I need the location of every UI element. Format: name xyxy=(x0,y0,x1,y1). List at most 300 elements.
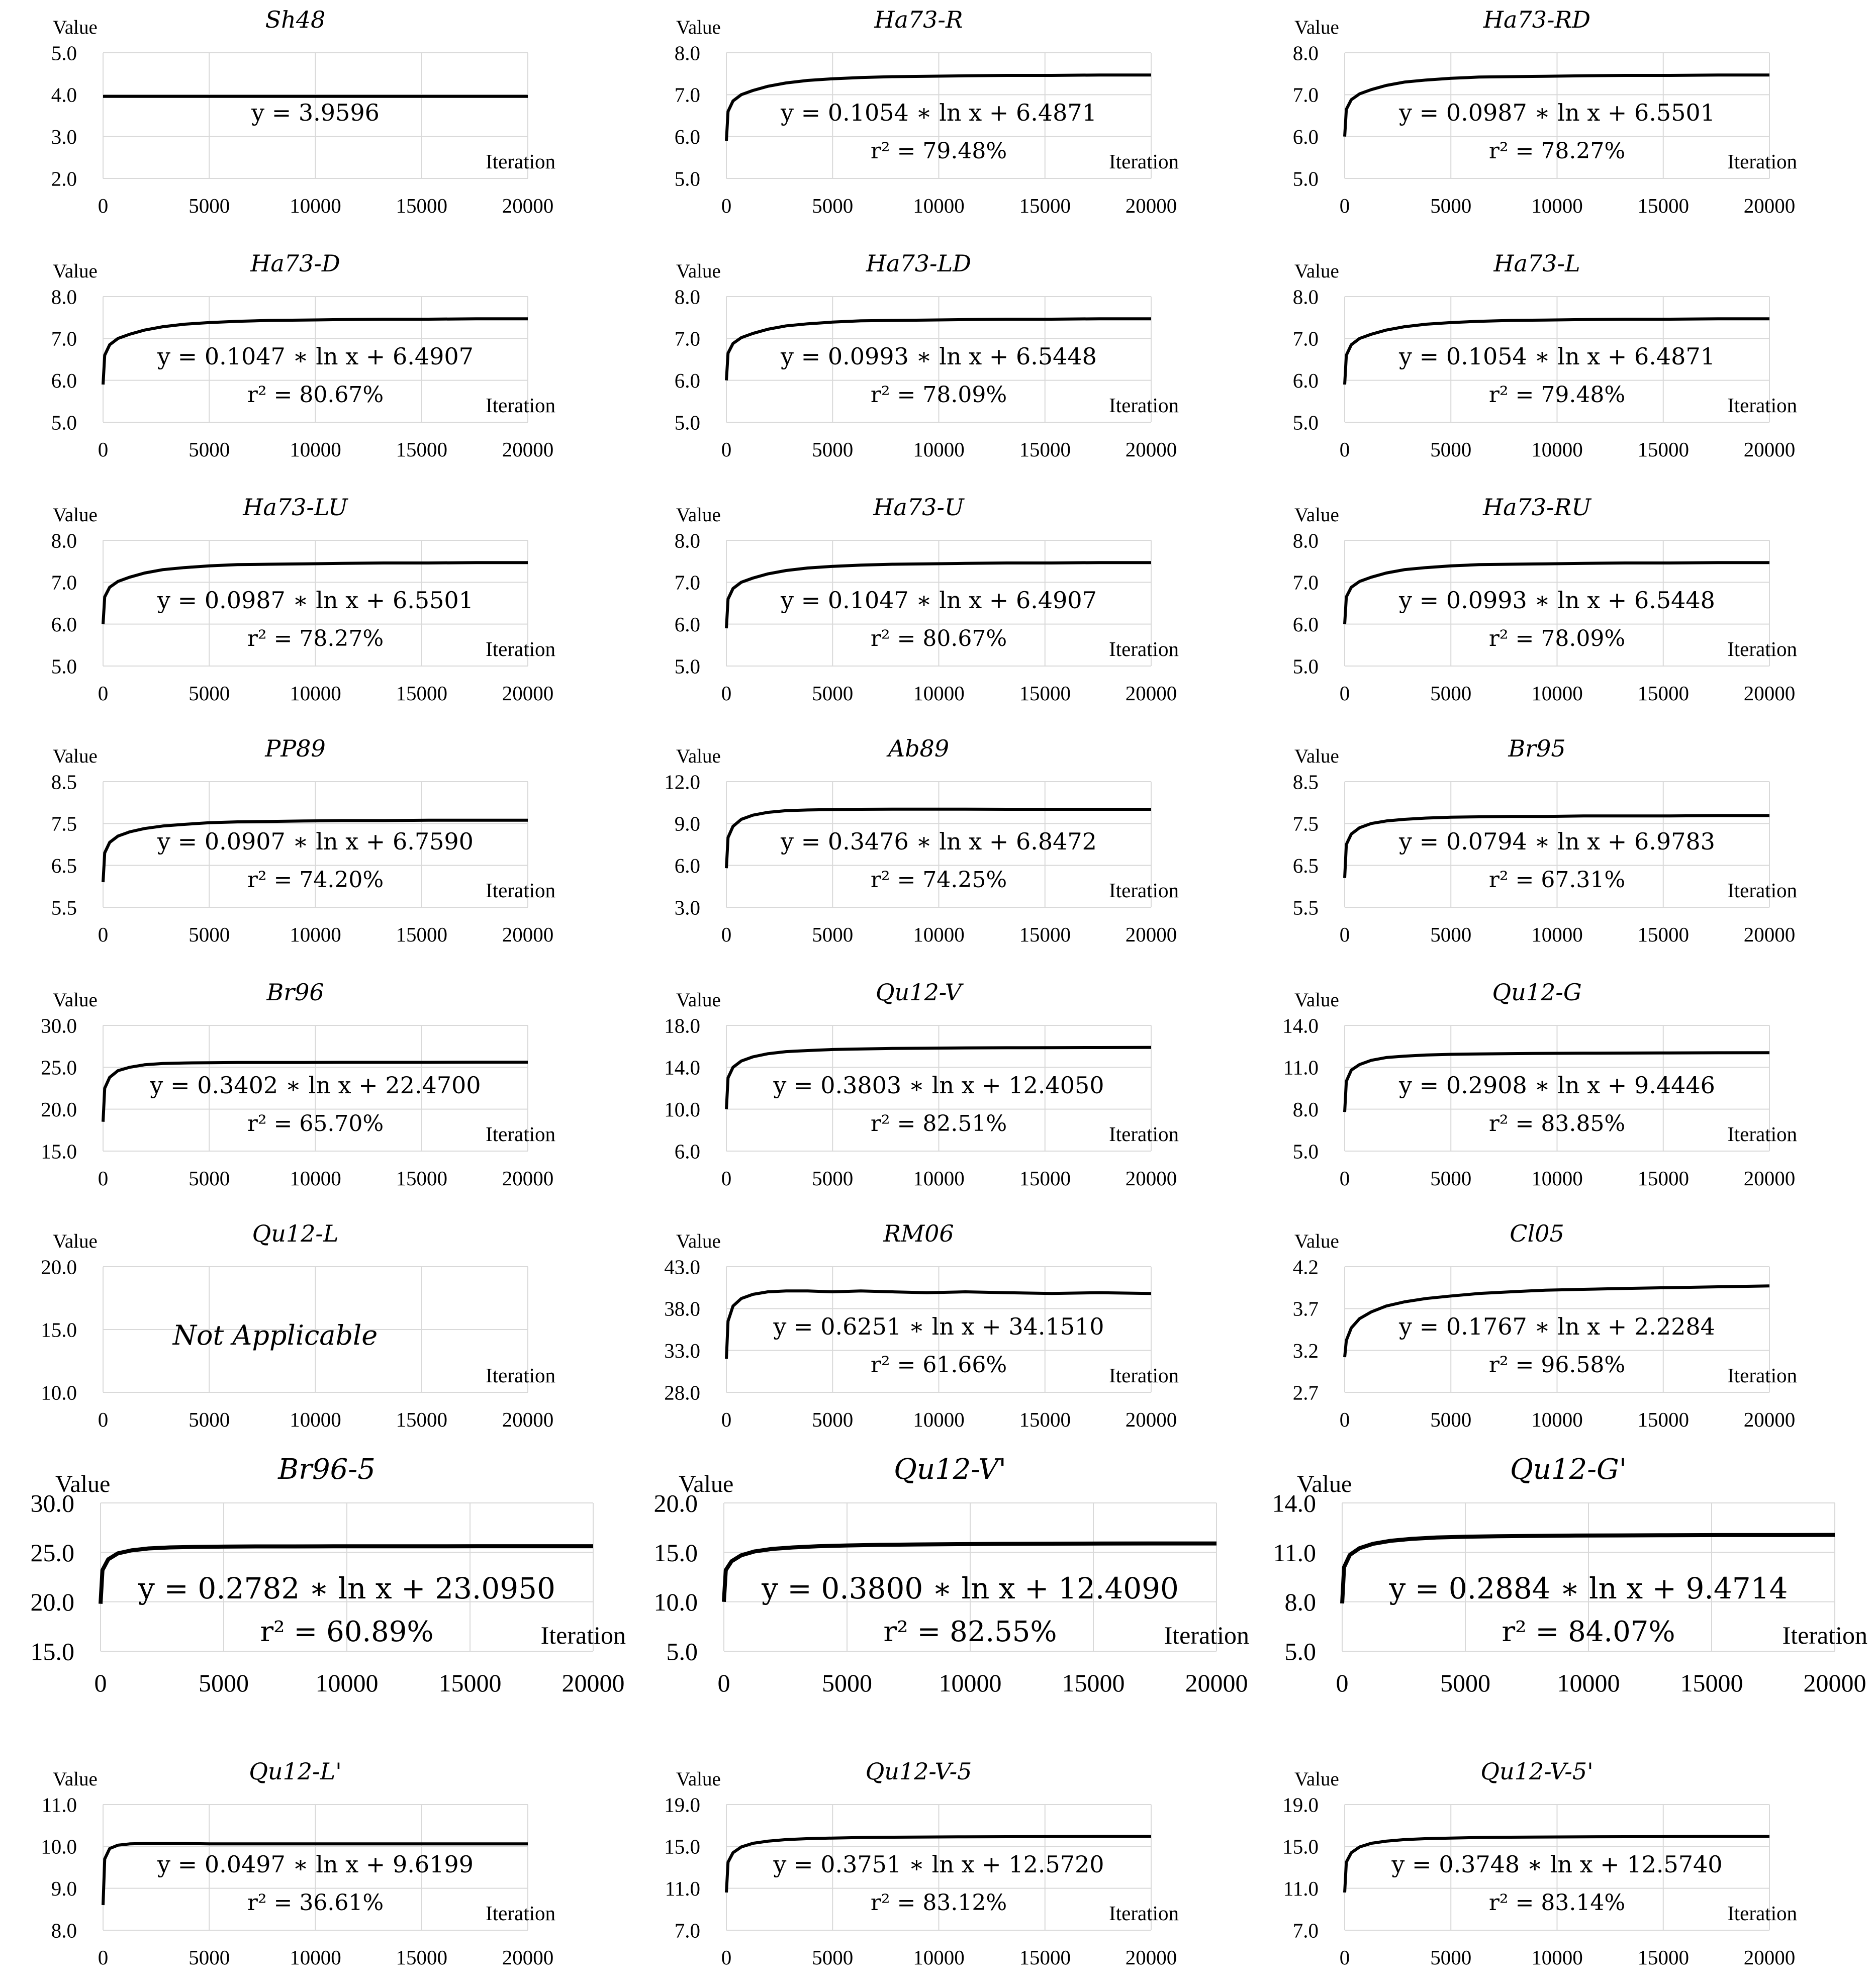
fit-equation: y = 3.9596 xyxy=(251,99,380,126)
y-tick-label: 5.0 xyxy=(674,167,700,191)
x-tick-label: 0 xyxy=(721,682,732,705)
y-tick-label: 14.0 xyxy=(1282,1014,1319,1037)
chart-svg xyxy=(0,1214,628,1450)
x-tick-label: 5000 xyxy=(189,1946,230,1969)
x-tick-label: 20000 xyxy=(1125,923,1177,946)
y-tick-label: 5.0 xyxy=(1292,411,1319,434)
y-tick-label: 6.5 xyxy=(51,854,77,878)
r-squared: r² = 65.70% xyxy=(247,1111,384,1137)
x-tick-label: 20000 xyxy=(1125,1408,1177,1431)
r-squared: r² = 74.20% xyxy=(247,867,384,893)
x-axis-label: Iteration xyxy=(486,879,555,902)
x-tick-label: 5000 xyxy=(812,438,854,461)
fit-equation: y = 0.1054 ∗ ln x + 6.4871 xyxy=(781,99,1097,126)
chart-title: Qu12-V xyxy=(875,979,962,1006)
x-tick-label: 15000 xyxy=(1637,1167,1689,1190)
y-tick-label: 6.0 xyxy=(1292,613,1319,636)
x-tick-label: 0 xyxy=(1339,1946,1350,1969)
chart-panel xyxy=(1242,0,1870,236)
x-tick-label: 0 xyxy=(98,1408,109,1431)
x-axis-label: Iteration xyxy=(1109,1902,1179,1925)
fit-equation: y = 0.3748 ∗ ln x + 12.5740 xyxy=(1391,1851,1723,1878)
y-tick-label: 10.0 xyxy=(41,1381,77,1404)
chart-svg xyxy=(623,0,1252,236)
chart-title: Ha73-RD xyxy=(1483,6,1591,33)
y-tick-label: 8.0 xyxy=(674,529,700,552)
y-axis-label: Value xyxy=(53,745,98,767)
fit-equation: y = 0.1054 ∗ ln x + 6.4871 xyxy=(1399,343,1715,370)
chart-panel xyxy=(1242,1752,1870,1988)
x-tick-label: 15000 xyxy=(396,682,447,705)
chart-panel xyxy=(623,1752,1252,1988)
chart-title: Qu12-V' xyxy=(894,1453,1006,1486)
chart-svg xyxy=(623,244,1252,480)
y-tick-label: 8.0 xyxy=(1292,529,1319,552)
chart-panel xyxy=(623,1448,1252,1749)
fit-equation: y = 0.6251 ∗ ln x + 34.1510 xyxy=(773,1313,1104,1340)
x-tick-label: 0 xyxy=(98,923,109,946)
chart-panel xyxy=(1242,1448,1870,1749)
x-tick-label: 0 xyxy=(721,194,732,217)
y-tick-label: 8.0 xyxy=(51,285,77,309)
chart-svg xyxy=(623,729,1252,965)
r-squared: r² = 79.48% xyxy=(1488,382,1626,408)
x-tick-label: 10000 xyxy=(1531,682,1583,705)
chart-title: Sh48 xyxy=(265,6,326,33)
y-tick-label: 6.0 xyxy=(674,1140,700,1163)
y-tick-label: 5.0 xyxy=(51,654,77,678)
x-tick-label: 10000 xyxy=(1531,1167,1583,1190)
chart-title: Qu12-G' xyxy=(1510,1453,1627,1486)
y-tick-label: 38.0 xyxy=(664,1297,700,1320)
x-tick-label: 10000 xyxy=(290,923,341,946)
x-tick-label: 20000 xyxy=(502,682,554,705)
y-tick-label: 11.0 xyxy=(41,1793,77,1817)
y-tick-label: 6.0 xyxy=(1292,369,1319,393)
y-tick-label: 5.0 xyxy=(674,411,700,434)
chart-panel xyxy=(0,1214,628,1450)
x-tick-label: 20000 xyxy=(1743,1167,1796,1190)
chart-svg xyxy=(1242,1448,1870,1749)
chart-svg xyxy=(623,1214,1252,1450)
chart-title: Br95 xyxy=(1508,735,1566,762)
chart-title: Ha73-R xyxy=(874,6,963,33)
y-tick-label: 6.0 xyxy=(674,854,700,878)
r-squared: r² = 78.09% xyxy=(1488,626,1626,651)
x-tick-label: 5000 xyxy=(812,1408,854,1431)
r-squared: r² = 78.27% xyxy=(247,626,384,651)
y-tick-label: 9.0 xyxy=(674,812,700,835)
y-tick-label: 15.0 xyxy=(30,1637,74,1666)
r-squared: r² = 80.67% xyxy=(870,626,1007,651)
x-tick-label: 10000 xyxy=(913,682,965,705)
x-tick-label: 10000 xyxy=(1531,1946,1583,1969)
y-tick-label: 8.0 xyxy=(1292,285,1319,309)
y-tick-label: 15.0 xyxy=(664,1835,700,1858)
chart-panel xyxy=(0,244,628,480)
y-axis-label: Value xyxy=(676,1768,721,1790)
x-tick-label: 15000 xyxy=(1637,438,1689,461)
x-tick-label: 15000 xyxy=(1637,682,1689,705)
y-tick-label: 4.0 xyxy=(51,83,77,107)
y-axis-label: Value xyxy=(676,989,721,1011)
x-tick-label: 10000 xyxy=(913,1946,965,1969)
y-tick-label: 6.0 xyxy=(1292,125,1319,149)
x-axis-label: Iteration xyxy=(1727,637,1797,660)
x-tick-label: 10000 xyxy=(913,194,965,217)
x-tick-label: 15000 xyxy=(396,1946,447,1969)
chart-panel xyxy=(0,0,628,236)
fit-equation: y = 0.2884 ∗ ln x + 9.4714 xyxy=(1389,1571,1788,1605)
y-tick-label: 8.0 xyxy=(1292,1098,1319,1121)
r-squared: r² = 84.07% xyxy=(1502,1616,1675,1648)
x-tick-label: 15000 xyxy=(1019,923,1071,946)
x-tick-label: 5000 xyxy=(189,1408,230,1431)
y-tick-label: 6.0 xyxy=(674,369,700,393)
y-tick-label: 3.2 xyxy=(1292,1339,1319,1363)
y-axis-label: Value xyxy=(676,1230,721,1252)
r-squared: r² = 82.55% xyxy=(883,1616,1057,1648)
chart-svg xyxy=(623,1752,1252,1988)
y-axis-label: Value xyxy=(53,1230,98,1252)
x-tick-label: 5000 xyxy=(1430,1167,1472,1190)
y-axis-label: Value xyxy=(676,504,721,526)
chart-title: Qu12-G xyxy=(1492,979,1582,1006)
r-squared: r² = 67.31% xyxy=(1488,867,1626,893)
chart-svg xyxy=(0,488,628,724)
chart-title: Ha73-RU xyxy=(1482,494,1591,521)
x-tick-label: 10000 xyxy=(290,1946,341,1969)
x-axis-label: Iteration xyxy=(486,637,555,660)
x-tick-label: 15000 xyxy=(1680,1669,1743,1697)
r-squared: r² = 74.25% xyxy=(870,867,1007,893)
fit-equation: y = 0.3803 ∗ ln x + 12.4050 xyxy=(773,1072,1104,1099)
r-squared: r² = 78.09% xyxy=(870,382,1007,408)
y-axis-label: Value xyxy=(1294,1768,1339,1790)
y-axis-label: Value xyxy=(53,504,98,526)
y-axis-label: Value xyxy=(1294,260,1339,282)
x-tick-label: 0 xyxy=(717,1669,730,1697)
x-tick-label: 15000 xyxy=(1019,438,1071,461)
y-tick-label: 7.0 xyxy=(1292,327,1319,350)
y-tick-label: 6.0 xyxy=(674,125,700,149)
x-tick-label: 0 xyxy=(721,1408,732,1431)
x-tick-label: 20000 xyxy=(502,194,554,217)
x-tick-label: 0 xyxy=(98,1946,109,1969)
y-tick-label: 7.0 xyxy=(1292,571,1319,594)
chart-panel xyxy=(623,0,1252,236)
y-tick-label: 6.5 xyxy=(1292,854,1319,878)
x-axis-label: Iteration xyxy=(1727,150,1797,173)
x-tick-label: 10000 xyxy=(939,1669,1002,1697)
x-tick-label: 15000 xyxy=(1637,194,1689,217)
x-tick-label: 5000 xyxy=(199,1669,249,1697)
y-tick-label: 8.0 xyxy=(674,285,700,309)
chart-title: Qu12-V-5' xyxy=(1480,1758,1594,1785)
x-tick-label: 0 xyxy=(721,923,732,946)
x-tick-label: 5000 xyxy=(812,1946,854,1969)
fit-equation: y = 0.3402 ∗ ln x + 22.4700 xyxy=(150,1072,481,1099)
x-tick-label: 10000 xyxy=(1557,1669,1620,1697)
r-squared: r² = 80.67% xyxy=(247,382,384,408)
x-tick-label: 20000 xyxy=(561,1669,625,1697)
x-axis-label: Iteration xyxy=(1109,1122,1179,1146)
y-tick-label: 10.0 xyxy=(653,1588,698,1617)
x-tick-label: 0 xyxy=(98,438,109,461)
y-axis-label: Value xyxy=(1294,1230,1339,1252)
y-tick-label: 7.5 xyxy=(51,812,77,835)
y-tick-label: 15.0 xyxy=(653,1538,698,1567)
chart-svg xyxy=(1242,973,1870,1209)
y-tick-label: 20.0 xyxy=(653,1489,698,1518)
y-axis-label: Value xyxy=(676,745,721,767)
fit-equation: y = 0.2908 ∗ ln x + 9.4446 xyxy=(1399,1072,1715,1099)
chart-panel xyxy=(1242,488,1870,724)
fit-equation: y = 0.0993 ∗ ln x + 6.5448 xyxy=(1399,587,1715,614)
y-tick-label: 10.0 xyxy=(41,1835,77,1858)
fit-equation: y = 0.3476 ∗ ln x + 6.8472 xyxy=(781,828,1097,855)
chart-svg xyxy=(0,973,628,1209)
r-squared: r² = 83.85% xyxy=(1488,1111,1626,1137)
x-tick-label: 15000 xyxy=(1637,923,1689,946)
y-tick-label: 15.0 xyxy=(41,1318,77,1342)
chart-svg xyxy=(1242,1214,1870,1450)
x-tick-label: 5000 xyxy=(1430,438,1472,461)
x-tick-label: 0 xyxy=(1339,194,1350,217)
y-tick-label: 7.0 xyxy=(674,1919,700,1942)
x-tick-label: 15000 xyxy=(1062,1669,1125,1697)
fit-equation: y = 0.1767 ∗ ln x + 2.2284 xyxy=(1399,1313,1715,1340)
chart-svg xyxy=(0,0,628,236)
x-tick-label: 10000 xyxy=(290,194,341,217)
chart-title: PP89 xyxy=(265,735,326,762)
x-tick-label: 0 xyxy=(1336,1669,1349,1697)
x-tick-label: 10000 xyxy=(290,1167,341,1190)
fit-equation: y = 0.2782 ∗ ln x + 23.0950 xyxy=(138,1571,555,1605)
r-squared: r² = 36.61% xyxy=(247,1890,384,1916)
chart-panel xyxy=(623,973,1252,1209)
x-tick-label: 20000 xyxy=(1743,682,1796,705)
x-tick-label: 20000 xyxy=(1125,438,1177,461)
y-tick-label: 20.0 xyxy=(41,1098,77,1121)
y-tick-label: 4.2 xyxy=(1292,1255,1319,1279)
chart-title: Br96 xyxy=(266,979,324,1006)
x-tick-label: 15000 xyxy=(396,1408,447,1431)
x-axis-label: Iteration xyxy=(1727,879,1797,902)
x-axis-label: Iteration xyxy=(486,150,555,173)
y-axis-label: Value xyxy=(1294,989,1339,1011)
y-axis-label: Value xyxy=(53,260,98,282)
x-axis-label: Iteration xyxy=(1727,1364,1797,1387)
x-tick-label: 5000 xyxy=(1440,1669,1490,1697)
x-axis-label: Iteration xyxy=(486,1122,555,1146)
x-tick-label: 0 xyxy=(1339,1167,1350,1190)
x-tick-label: 5000 xyxy=(189,1167,230,1190)
x-axis-label: Iteration xyxy=(486,1902,555,1925)
chart-svg xyxy=(0,1448,628,1749)
y-tick-label: 43.0 xyxy=(664,1255,700,1279)
y-tick-label: 6.0 xyxy=(51,369,77,393)
fit-equation: y = 0.0987 ∗ ln x + 6.5501 xyxy=(157,587,474,614)
y-tick-label: 8.0 xyxy=(51,1919,77,1942)
x-tick-label: 20000 xyxy=(1743,1946,1796,1969)
r-squared: r² = 83.14% xyxy=(1488,1890,1626,1916)
y-tick-label: 3.7 xyxy=(1292,1297,1319,1320)
x-tick-label: 5000 xyxy=(812,1167,854,1190)
chart-panel xyxy=(0,973,628,1209)
y-tick-label: 11.0 xyxy=(665,1877,700,1901)
fit-equation: y = 0.0993 ∗ ln x + 6.5448 xyxy=(781,343,1097,370)
x-tick-label: 10000 xyxy=(913,438,965,461)
chart-title: Ha73-D xyxy=(250,250,340,277)
fit-equation: y = 0.0497 ∗ ln x + 9.6199 xyxy=(157,1851,474,1878)
x-tick-label: 20000 xyxy=(1743,1408,1796,1431)
y-tick-label: 25.0 xyxy=(41,1056,77,1079)
y-tick-label: 5.5 xyxy=(1292,896,1319,919)
y-tick-label: 10.0 xyxy=(664,1098,700,1121)
x-tick-label: 20000 xyxy=(1125,194,1177,217)
y-tick-label: 5.0 xyxy=(1292,654,1319,678)
y-tick-label: 7.0 xyxy=(1292,1919,1319,1942)
x-tick-label: 15000 xyxy=(1019,1167,1071,1190)
y-tick-label: 33.0 xyxy=(664,1339,700,1363)
x-tick-label: 15000 xyxy=(1019,1946,1071,1969)
x-tick-label: 20000 xyxy=(1743,923,1796,946)
y-tick-label: 5.0 xyxy=(1284,1637,1316,1666)
chart-title: Cl05 xyxy=(1510,1220,1564,1247)
x-tick-label: 20000 xyxy=(1125,682,1177,705)
x-tick-label: 10000 xyxy=(1531,1408,1583,1431)
x-tick-label: 15000 xyxy=(396,1167,447,1190)
x-axis-label: Iteration xyxy=(1109,150,1179,173)
x-axis-label: Iteration xyxy=(540,1621,626,1649)
y-tick-label: 3.0 xyxy=(51,125,77,149)
x-tick-label: 20000 xyxy=(502,1946,554,1969)
y-axis-label: Value xyxy=(1294,745,1339,767)
y-axis-label: Value xyxy=(53,1768,98,1790)
x-axis-label: Iteration xyxy=(1727,1902,1797,1925)
y-axis-label: Value xyxy=(676,17,721,38)
y-tick-label: 18.0 xyxy=(664,1014,700,1037)
y-tick-label: 5.0 xyxy=(51,41,77,65)
r-squared: r² = 83.12% xyxy=(870,1890,1007,1916)
fit-equation: y = 0.0987 ∗ ln x + 6.5501 xyxy=(1399,99,1715,126)
chart-svg xyxy=(0,244,628,480)
y-axis-label: Value xyxy=(679,1471,734,1497)
chart-title: Ab89 xyxy=(888,735,950,762)
x-tick-label: 20000 xyxy=(1743,194,1796,217)
y-tick-label: 5.0 xyxy=(1292,1140,1319,1163)
x-tick-label: 10000 xyxy=(290,682,341,705)
r-squared: r² = 60.89% xyxy=(260,1616,434,1648)
x-axis-label: Iteration xyxy=(1109,879,1179,902)
y-tick-label: 6.0 xyxy=(51,613,77,636)
y-tick-label: 11.0 xyxy=(1283,1877,1319,1901)
x-tick-label: 10000 xyxy=(290,1408,341,1431)
y-tick-label: 14.0 xyxy=(664,1056,700,1079)
x-tick-label: 15000 xyxy=(1019,1408,1071,1431)
x-tick-label: 10000 xyxy=(1531,438,1583,461)
chart-title: Ha73-L xyxy=(1493,250,1580,277)
x-tick-label: 0 xyxy=(721,1946,732,1969)
chart-svg xyxy=(0,1752,628,1988)
chart-panel xyxy=(1242,1214,1870,1450)
x-tick-label: 5000 xyxy=(812,194,854,217)
fit-equation: y = 0.3800 ∗ ln x + 12.4090 xyxy=(762,1571,1179,1605)
y-tick-label: 30.0 xyxy=(30,1489,74,1518)
x-tick-label: 5000 xyxy=(189,923,230,946)
x-tick-label: 10000 xyxy=(1531,923,1583,946)
x-tick-label: 10000 xyxy=(913,923,965,946)
chart-title: Qu12-L' xyxy=(249,1758,342,1785)
x-axis-label: Iteration xyxy=(486,394,555,417)
chart-svg xyxy=(1242,244,1870,480)
y-tick-label: 5.0 xyxy=(51,411,77,434)
y-tick-label: 7.0 xyxy=(674,83,700,107)
x-axis-label: Iteration xyxy=(1109,637,1179,660)
x-tick-label: 10000 xyxy=(913,1408,965,1431)
x-tick-label: 15000 xyxy=(438,1669,502,1697)
chart-panel xyxy=(0,1448,628,1749)
chart-svg xyxy=(0,729,628,965)
y-tick-label: 7.0 xyxy=(674,327,700,350)
y-tick-label: 7.0 xyxy=(51,571,77,594)
chart-title: Ha73-LD xyxy=(866,250,972,277)
y-axis-label: Value xyxy=(53,989,98,1011)
y-tick-label: 8.0 xyxy=(1284,1588,1316,1617)
chart-panel xyxy=(0,729,628,965)
x-tick-label: 5000 xyxy=(1430,923,1472,946)
x-tick-label: 0 xyxy=(98,682,109,705)
y-tick-label: 6.0 xyxy=(674,613,700,636)
chart-title: Br96-5 xyxy=(278,1453,376,1486)
y-tick-label: 12.0 xyxy=(664,770,700,794)
y-tick-label: 25.0 xyxy=(30,1538,74,1567)
chart-svg xyxy=(1242,488,1870,724)
chart-svg xyxy=(623,973,1252,1209)
x-tick-label: 0 xyxy=(1339,1408,1350,1431)
x-tick-label: 10000 xyxy=(315,1669,379,1697)
y-tick-label: 28.0 xyxy=(664,1381,700,1404)
y-axis-label: Value xyxy=(53,17,98,38)
x-tick-label: 15000 xyxy=(396,438,447,461)
r-squared: r² = 79.48% xyxy=(870,138,1007,164)
y-tick-label: 3.0 xyxy=(674,896,700,919)
y-tick-label: 5.0 xyxy=(674,654,700,678)
x-tick-label: 15000 xyxy=(396,194,447,217)
y-tick-label: 9.0 xyxy=(51,1877,77,1901)
fit-equation: y = 0.0907 ∗ ln x + 6.7590 xyxy=(157,828,474,855)
chart-title: Qu12-L xyxy=(252,1220,339,1247)
chart-panel xyxy=(623,1214,1252,1450)
x-tick-label: 10000 xyxy=(1531,194,1583,217)
x-tick-label: 20000 xyxy=(1185,1669,1248,1697)
chart-title: Ha73-LU xyxy=(243,494,348,521)
y-tick-label: 2.7 xyxy=(1292,1381,1319,1404)
y-tick-label: 30.0 xyxy=(41,1014,77,1037)
x-tick-label: 15000 xyxy=(396,923,447,946)
x-tick-label: 20000 xyxy=(502,1408,554,1431)
y-tick-label: 11.0 xyxy=(1283,1056,1319,1079)
fit-equation: y = 0.3751 ∗ ln x + 12.5720 xyxy=(773,1851,1104,1878)
y-tick-label: 8.5 xyxy=(1292,770,1319,794)
x-tick-label: 0 xyxy=(98,194,109,217)
y-tick-label: 14.0 xyxy=(1272,1489,1316,1518)
y-tick-label: 20.0 xyxy=(41,1255,77,1279)
x-tick-label: 20000 xyxy=(502,923,554,946)
r-squared: r² = 61.66% xyxy=(870,1352,1007,1378)
chart-svg xyxy=(1242,729,1870,965)
